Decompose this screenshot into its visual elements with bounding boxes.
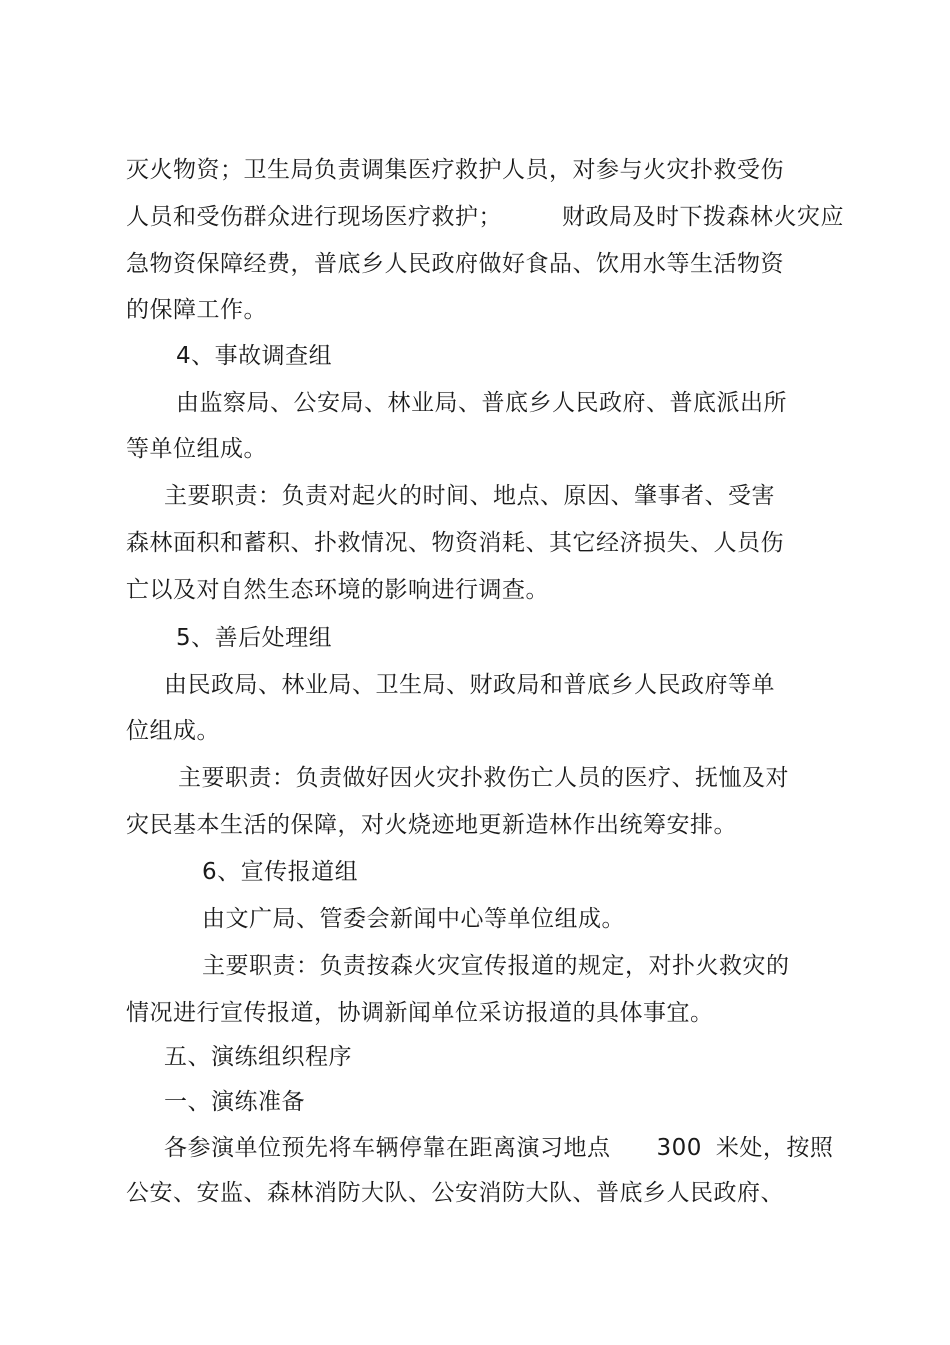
paragraph-line bbox=[126, 250, 784, 278]
paragraph-line bbox=[164, 482, 775, 510]
text: 财政局及时下拨森林火灾应 bbox=[562, 204, 844, 230]
paragraph-line bbox=[126, 999, 714, 1027]
text: 急物资保障经费，普底乡人民政府做好食品、饮用水等生活物资 bbox=[126, 251, 784, 277]
paragraph-line bbox=[126, 296, 267, 324]
heading-text: 6、宣传报道组 bbox=[202, 859, 359, 885]
text: 由文广局、管委会新闻中心等单位组成。 bbox=[202, 906, 625, 932]
text: 主要职责：负责做好因火灾扑救伤亡人员的医疗、抚恤及对 bbox=[178, 765, 789, 791]
paragraph-line bbox=[202, 952, 790, 980]
heading-text: 5、善后处理组 bbox=[176, 625, 333, 651]
text: 由民政局、林业局、卫生局、财政局和普底乡人民政府等单 bbox=[164, 672, 775, 698]
text: 各参演单位预先将车辆停靠在距离演习地点 bbox=[164, 1135, 611, 1161]
text: 灭火物资；卫生局负责调集医疗救护人员，对参与火灾扑救受伤 bbox=[126, 157, 784, 183]
text: 亡以及对自然生态环境的影响进行调查。 bbox=[126, 577, 549, 603]
heading-text: 4、事故调查组 bbox=[176, 343, 333, 369]
section-heading bbox=[164, 1088, 305, 1116]
text: 由监察局、公安局、林业局、普底乡人民政府、普底派出所 bbox=[176, 390, 787, 416]
paragraph-line bbox=[126, 203, 844, 231]
distance-value: 300 bbox=[656, 1135, 702, 1161]
text: 灾民基本生活的保障，对火烧迹地更新造林作出统筹安排。 bbox=[126, 812, 737, 838]
paragraph-line bbox=[126, 811, 737, 839]
paragraph-line bbox=[126, 529, 784, 557]
paragraph-line bbox=[178, 764, 789, 792]
text: 米处，按照 bbox=[715, 1135, 834, 1161]
text: 人员和受伤群众进行现场医疗救护； bbox=[126, 204, 502, 230]
section-heading bbox=[164, 1043, 352, 1071]
paragraph-line bbox=[164, 1134, 833, 1162]
paragraph-line bbox=[126, 576, 549, 604]
paragraph-line bbox=[126, 156, 784, 184]
text: 情况进行宣传报道，协调新闻单位采访报道的具体事宜。 bbox=[126, 1000, 714, 1026]
text: 森林面积和蓄积、扑救情况、物资消耗、其它经济损失、人员伤 bbox=[126, 530, 784, 556]
paragraph-line bbox=[164, 671, 775, 699]
section-heading bbox=[176, 342, 332, 370]
section-heading bbox=[202, 858, 358, 886]
text: 的保障工作。 bbox=[126, 297, 267, 323]
paragraph-line bbox=[202, 905, 625, 933]
paragraph-line bbox=[126, 435, 267, 463]
paragraph-line bbox=[176, 389, 787, 417]
text: 公安、安监、森林消防大队、公安消防大队、普底乡人民政府、 bbox=[126, 1180, 784, 1206]
paragraph-line bbox=[126, 1179, 784, 1207]
text: 主要职责：负责按森火灾宣传报道的规定，对扑火救灾的 bbox=[202, 953, 790, 979]
text: 主要职责：负责对起火的时间、地点、原因、肇事者、受害 bbox=[164, 483, 775, 509]
section-heading bbox=[176, 624, 332, 652]
paragraph-line bbox=[126, 717, 220, 745]
heading-text: 五、演练组织程序 bbox=[164, 1044, 352, 1070]
text: 位组成。 bbox=[126, 718, 220, 744]
text: 等单位组成。 bbox=[126, 436, 267, 462]
heading-text: 一、演练准备 bbox=[164, 1089, 305, 1115]
